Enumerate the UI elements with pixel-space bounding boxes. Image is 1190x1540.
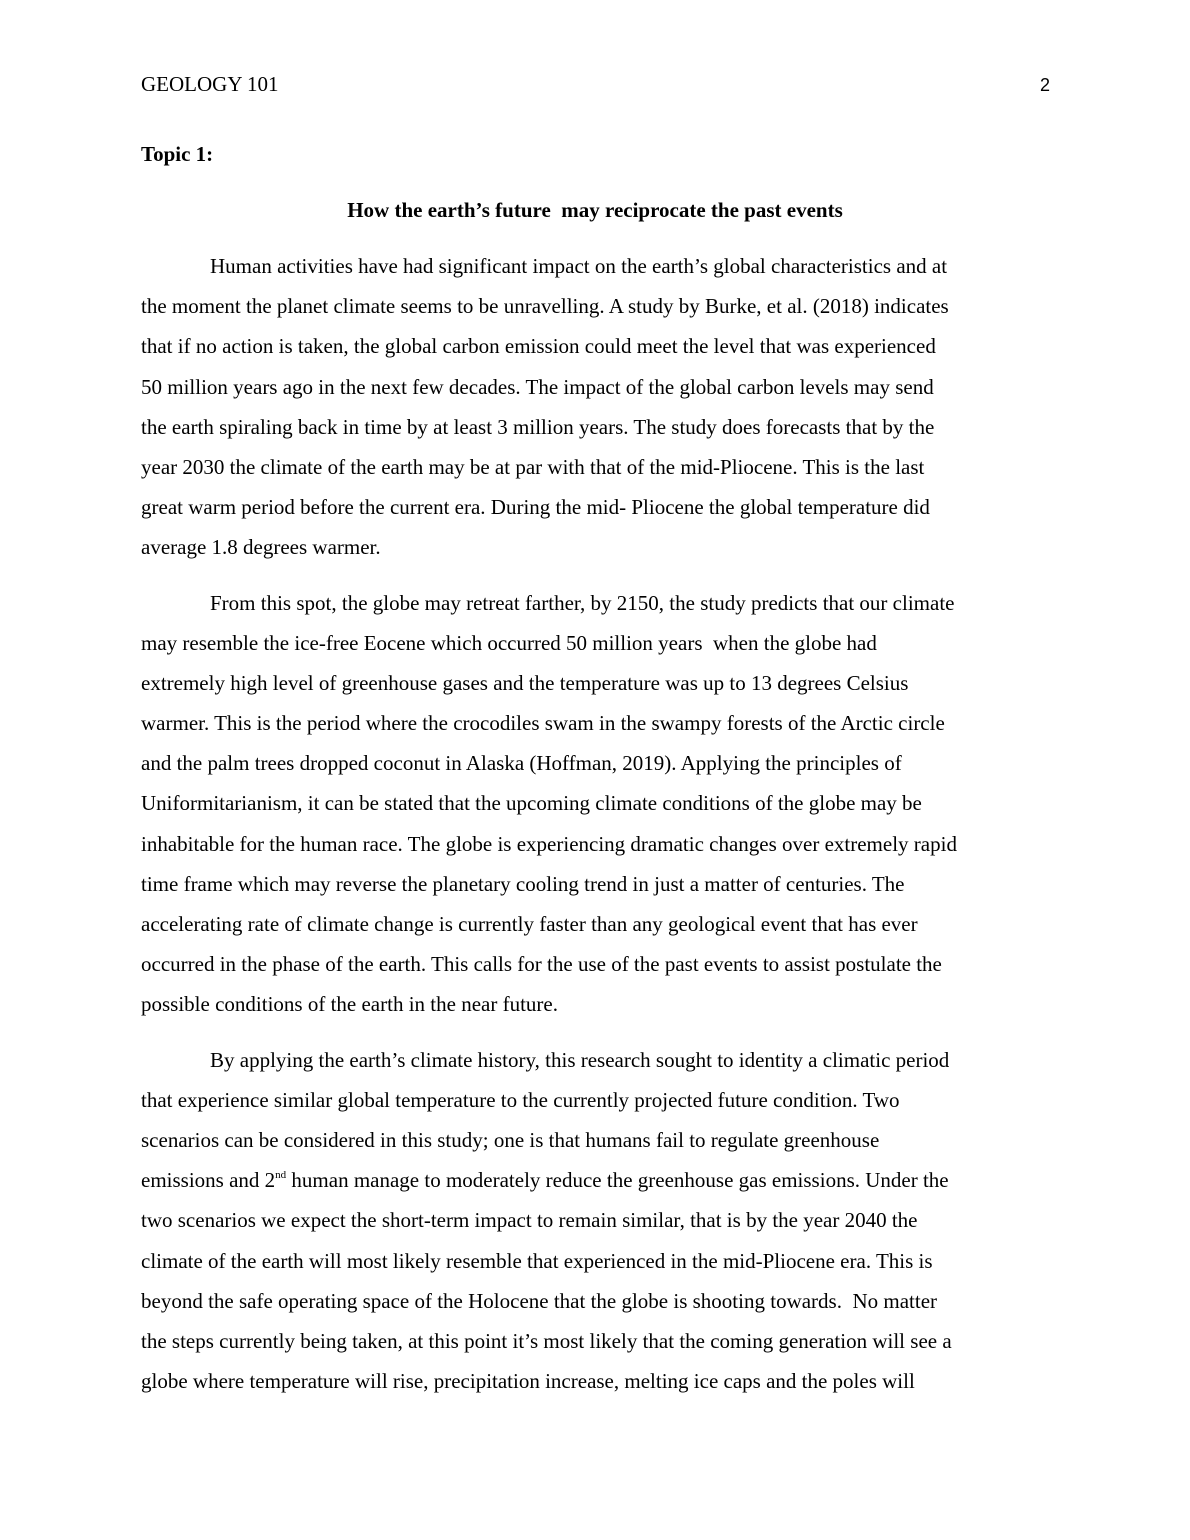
text-line: that experience similar global temperature to the currently projected future condition. Two [141, 1087, 900, 1112]
text-line: the steps currently being taken, at this point it’s most likely that the coming generation will see a [141, 1328, 952, 1353]
text-line [141, 1160, 1061, 1200]
text-line: and the palm trees dropped coconut in Alaska (Hoffman, 2019). Applying the principles of [141, 751, 902, 776]
document-body [141, 246, 1061, 1416]
running-head: GEOLOGY 101 [141, 72, 279, 96]
text-line: possible conditions of the earth in the near future. [141, 992, 558, 1017]
text-line: Uniformitarianism, it can be stated that the upcoming climate conditions of the globe may be [141, 791, 922, 816]
text-line: great warm period before the current era. During the mid- Pliocene the global temperature did [141, 495, 930, 520]
text-line: From this spot, the globe may retreat farther, by 2150, the study predicts that our climate [210, 590, 955, 615]
paragraph-3 [141, 1040, 1061, 1402]
text-line: inhabitable for the human race. The globe is experiencing dramatic changes over extremely rapid [141, 831, 957, 856]
text-line: extremely high level of greenhouse gases and the temperature was up to 13 degrees Celsius [141, 670, 909, 695]
topic-label: Topic 1: [141, 142, 214, 166]
text-line: year 2030 the climate of the earth may be at par with that of the mid-Pliocene. This is the last [141, 454, 925, 479]
text-line: the earth spiraling back in time by at least 3 million years. The study does forecasts that by the [141, 414, 935, 439]
text-line: may resemble the ice-free Eocene which occurred 50 million years when the globe had [141, 630, 877, 655]
text-line: accelerating rate of climate change is currently faster than any geological event that has ever [141, 912, 918, 936]
text-line: Human activities have had significant impact on the earth’s global characteristics and at [210, 254, 948, 278]
text-line: average 1.8 degrees warmer. [141, 535, 381, 560]
paragraph-2 [141, 583, 1061, 1025]
ordinal-superscript: nd [275, 1169, 287, 1182]
text-line: scenarios can be considered in this study; one is that humans fail to regulate greenhouse [141, 1127, 880, 1152]
text-line: the moment the planet climate seems to be unravelling. A study by Burke, et al. (2018) indicates [141, 294, 949, 319]
text-line: 50 million years ago in the next few decades. The impact of the global carbon levels may send [141, 374, 934, 399]
text-line: warmer. This is the period where the crocodiles swam in the swampy forests of the Arctic circle [141, 711, 945, 736]
text-line: two scenarios we expect the short-term impact to remain similar, that is by the year 2040 the [141, 1208, 918, 1233]
document-title: How the earth’s future may reciprocate the past events [347, 198, 843, 222]
text-line: occurred in the phase of the earth. This calls for the use of the past events to assist postulate the [141, 952, 942, 977]
text-line: climate of the earth will most likely resemble that experienced in the mid-Pliocene era. This is [141, 1248, 933, 1273]
text-line: that if no action is taken, the global carbon emission could meet the level that was experienced [141, 334, 936, 359]
text-line: By applying the earth’s climate history, this research sought to identity a climatic period [210, 1047, 950, 1072]
text-line: time frame which may reverse the planetary cooling trend in just a matter of centuries. The [141, 871, 905, 896]
paragraph-1 [141, 246, 1061, 568]
page-number: 2 [1039, 75, 1050, 95]
text-line: beyond the safe operating space of the Holocene that the globe is shooting towards. No matter [141, 1288, 938, 1313]
text-line: globe where temperature will rise, precipitation increase, melting ice caps and the poles will [141, 1369, 915, 1394]
text-segment: emissions and 2 [141, 1168, 276, 1193]
text-segment: human manage to moderately reduce the greenhouse gas emissions. Under the [286, 1168, 949, 1193]
